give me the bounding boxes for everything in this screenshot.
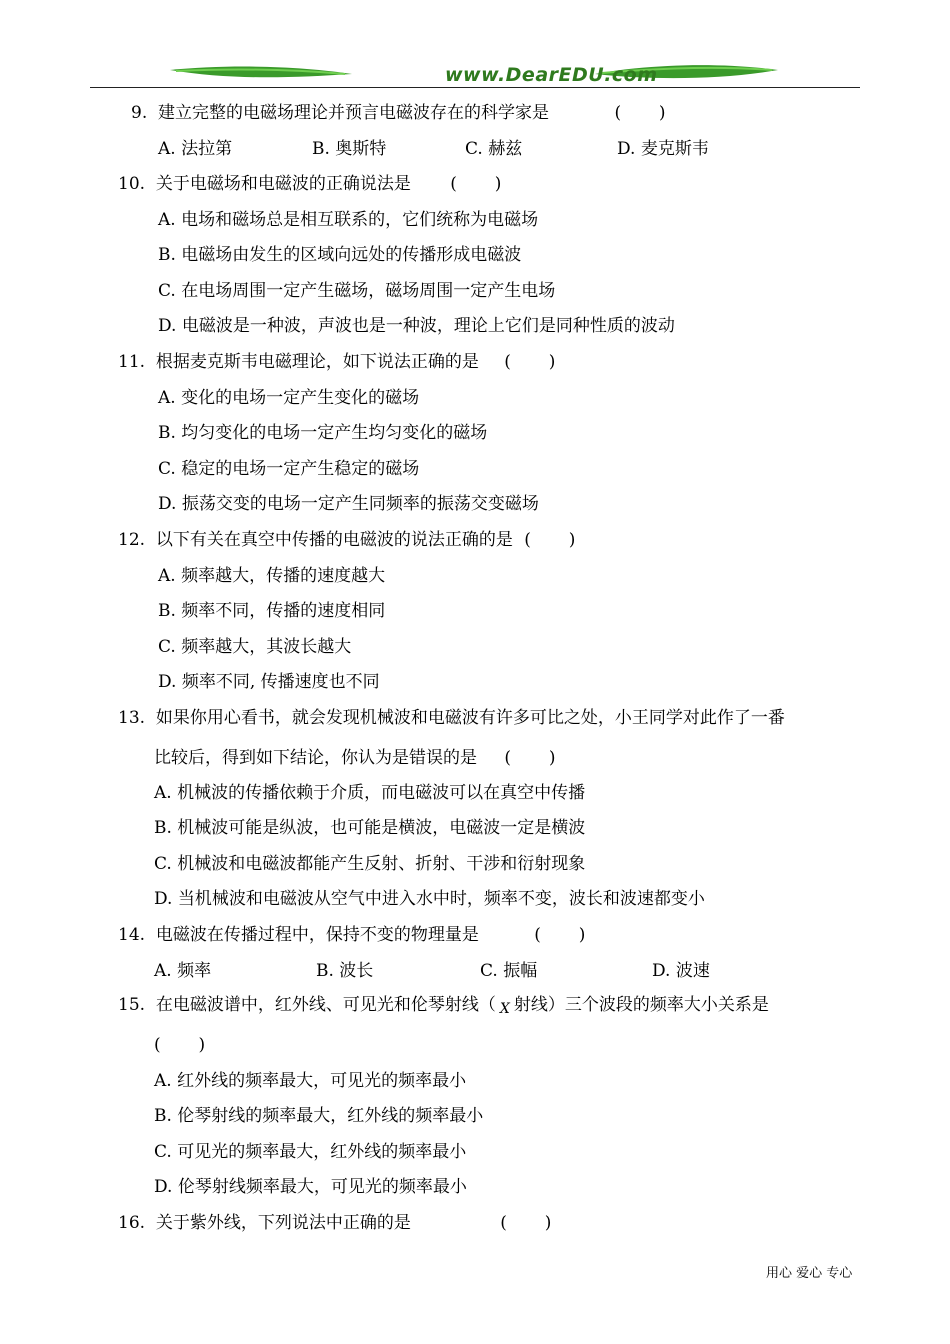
question-stem: 根据麦克斯韦电磁理论，如下说法正确的是 bbox=[155, 352, 479, 372]
option-c: C. 频率越大，其波长越大 bbox=[158, 637, 352, 657]
option-a: A. 变化的电场一定产生变化的磁场 bbox=[158, 388, 420, 408]
option-b: B. 波长 bbox=[316, 961, 374, 981]
question-stem-part-2: 射线）三个波段的频率大小关系是 bbox=[513, 995, 769, 1015]
question-number: 9. bbox=[131, 103, 148, 123]
option-b: B. 频率不同，传播的速度相同 bbox=[158, 601, 386, 621]
site-brand: www.DearEDU.com bbox=[445, 64, 658, 86]
option-a: A. 频率越大，传播的速度越大 bbox=[158, 566, 386, 586]
question-stem: 建立完整的电磁场理论并预言电磁波存在的科学家是 bbox=[158, 103, 550, 123]
option-d: D. 振荡交变的电场一定产生同频率的振荡交变磁场 bbox=[158, 494, 539, 514]
option-c: C. 可见光的频率最大，红外线的频率最小 bbox=[154, 1142, 467, 1162]
question-number: 15. bbox=[118, 995, 146, 1015]
answer-blank: ( ) bbox=[614, 103, 666, 123]
answer-blank: ( ) bbox=[504, 352, 556, 372]
option-b: B. 机械波可能是纵波，也可能是横波，电磁波一定是横波 bbox=[154, 818, 586, 838]
option-a: A. 红外线的频率最大，可见光的频率最小 bbox=[154, 1071, 467, 1091]
page-header bbox=[90, 58, 860, 90]
option-b: B. 奥斯特 bbox=[312, 139, 387, 159]
option-d: D. 波速 bbox=[652, 961, 710, 981]
question-number: 12. bbox=[118, 530, 146, 550]
question-13 bbox=[118, 708, 785, 728]
option-a: A. 机械波的传播依赖于介质，而电磁波可以在真空中传播 bbox=[154, 783, 586, 803]
x-ray-symbol: X bbox=[499, 1001, 510, 1017]
question-number: 16. bbox=[118, 1213, 146, 1233]
answer-blank: ( ) bbox=[504, 748, 556, 768]
question-stem: 关于紫外线，下列说法中正确的是 bbox=[155, 1213, 411, 1233]
option-a: A. 电场和磁场总是相互联系的，它们统称为电磁场 bbox=[158, 210, 539, 230]
option-d: D. 麦克斯韦 bbox=[617, 139, 709, 159]
question-9 bbox=[131, 103, 666, 123]
page-footer: 用心 爱心 专心 bbox=[766, 1266, 853, 1281]
header-rule bbox=[90, 87, 860, 88]
question-stem: 以下有关在真空中传播的电磁波的说法正确的是 bbox=[155, 530, 513, 550]
question-stem: 电磁波在传播过程中，保持不变的物理量是 bbox=[155, 925, 479, 945]
question-11 bbox=[118, 352, 555, 372]
question-stem-continued: 比较后，得到如下结论，你认为是错误的是 bbox=[154, 748, 477, 768]
option-d: D. 电磁波是一种波，声波也是一种波，理论上它们是同种性质的波动 bbox=[158, 316, 675, 336]
question-number: 10. bbox=[118, 174, 146, 194]
question-stem-part-1: 在电磁波谱中，红外线、可见光和伦琴射线（ bbox=[155, 995, 496, 1015]
option-a: A. 频率 bbox=[154, 961, 212, 981]
option-c: C. 振幅 bbox=[480, 961, 538, 981]
question-12 bbox=[118, 530, 575, 550]
option-b: B. 均匀变化的电场一定产生均匀变化的磁场 bbox=[158, 423, 488, 443]
question-number: 11. bbox=[118, 352, 146, 372]
option-d: D. 伦琴射线频率最大，可见光的频率最小 bbox=[154, 1177, 467, 1197]
answer-blank: ( ) bbox=[154, 1035, 206, 1055]
answer-blank: ( ) bbox=[450, 174, 502, 194]
option-d: D. 当机械波和电磁波从空气中进入水中时，频率不变，波长和波速都变小 bbox=[154, 889, 705, 909]
option-b: B. 伦琴射线的频率最大，红外线的频率最小 bbox=[154, 1106, 484, 1126]
question-16 bbox=[118, 1213, 551, 1233]
option-a: A. 法拉第 bbox=[158, 139, 233, 159]
answer-blank: ( ) bbox=[534, 925, 586, 945]
option-c: C. 在电场周围一定产生磁场，磁场周围一定产生电场 bbox=[158, 281, 556, 301]
question-number: 14. bbox=[118, 925, 146, 945]
question-number: 13. bbox=[118, 708, 146, 728]
option-b: B. 电磁场由发生的区域向远处的传播形成电磁波 bbox=[158, 245, 522, 265]
option-d: D. 频率不同, 传播速度也不同 bbox=[158, 672, 380, 692]
option-c: C. 稳定的电场一定产生稳定的磁场 bbox=[158, 459, 420, 479]
question-15 bbox=[118, 995, 769, 1019]
answer-blank: ( ) bbox=[500, 1213, 552, 1233]
question-13-continued bbox=[154, 748, 556, 768]
question-stem: 关于电磁场和电磁波的正确说法是 bbox=[155, 174, 411, 194]
answer-blank: ( ) bbox=[524, 530, 576, 550]
question-10 bbox=[118, 174, 501, 194]
question-stem: 如果你用心看书，就会发现机械波和电磁波有许多可比之处，小王同学对此作了一番 bbox=[155, 708, 785, 728]
option-c: C. 赫兹 bbox=[465, 139, 523, 159]
question-14 bbox=[118, 925, 585, 945]
option-c: C. 机械波和电磁波都能产生反射、折射、干涉和衍射现象 bbox=[154, 854, 586, 874]
